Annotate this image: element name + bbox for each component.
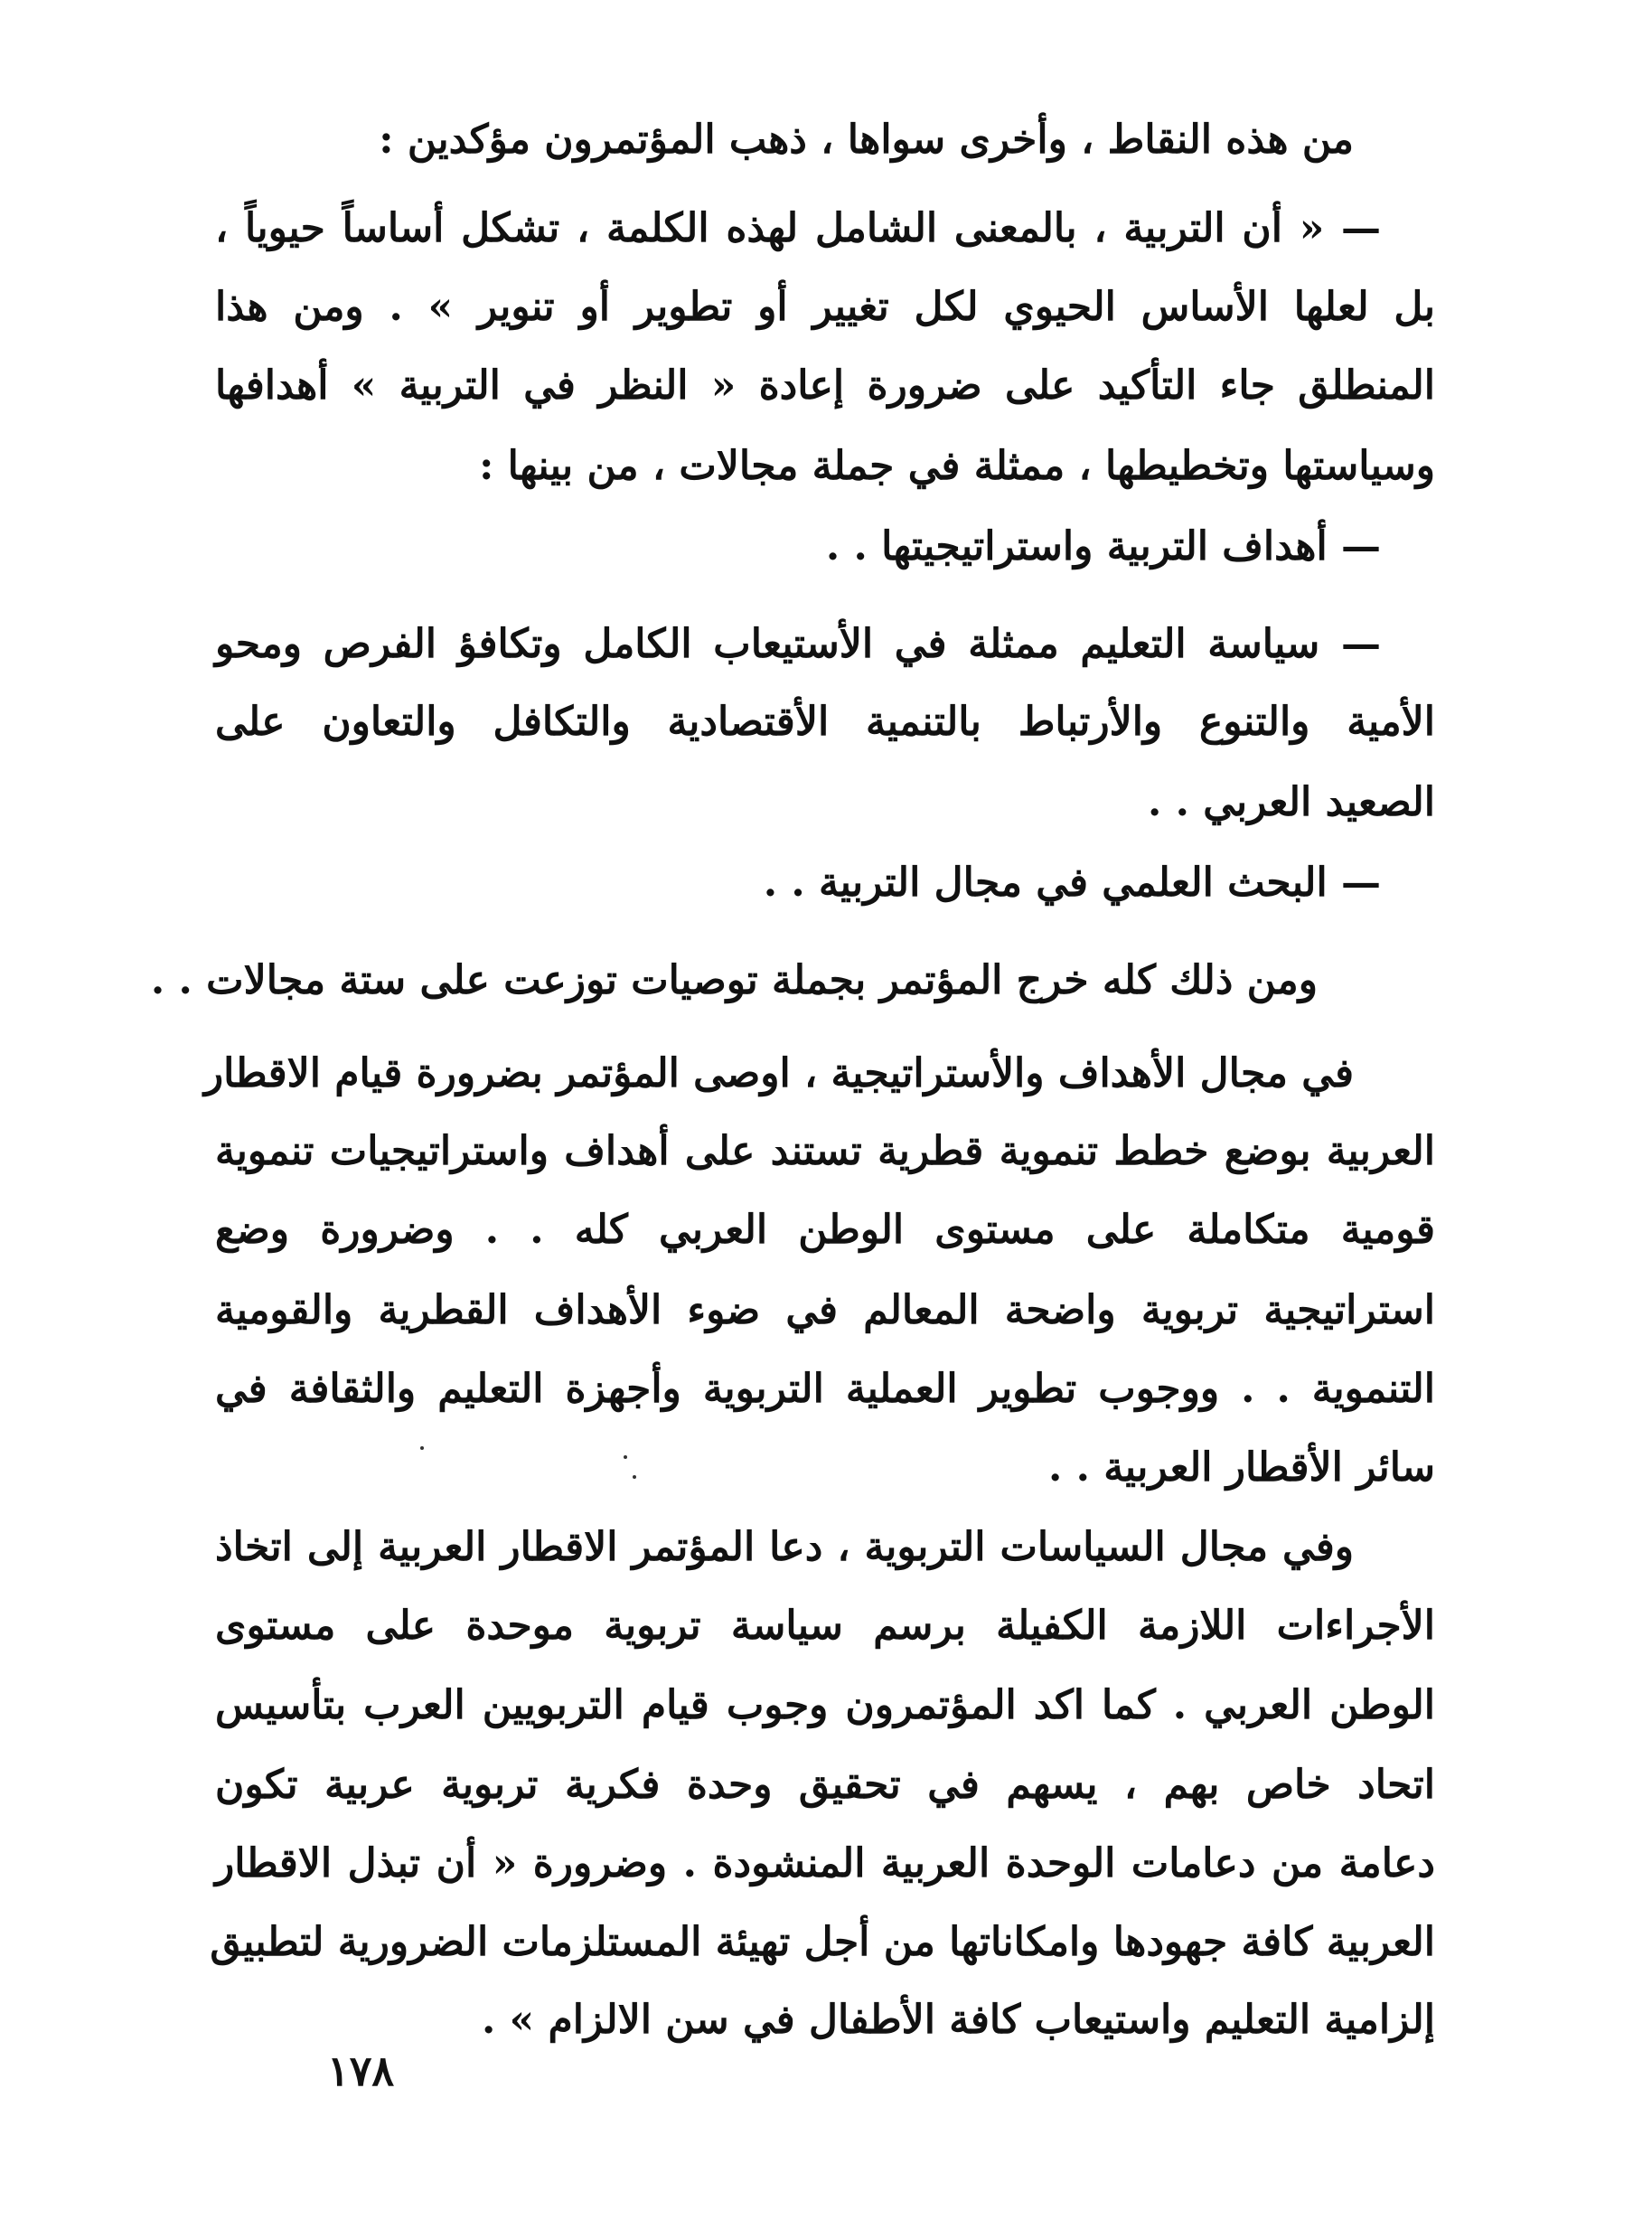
text-line: ومن ذلك كله خرج المؤتمر بجملة توصيات توزعت على ستة مجالات . . — [150, 957, 1318, 1003]
text-line: وفي مجال السياسات التربوية ، دعا المؤتمر الاقطار العربية إلى اتخاذ — [215, 1524, 1354, 1570]
text-line: التنموية . . ووجوب تطوير العملية التربوية وأجهزة التعليم والثقافة في — [215, 1366, 1435, 1412]
text-line: سائر الأقطار العربية . . — [1047, 1444, 1435, 1491]
text-line: العربية بوضع خطط تنموية قطرية تستند على أهداف واستراتيجيات تنموية — [215, 1128, 1435, 1174]
text-line: بل لعلها الأساس الحيوي لكل تغيير أو تطوير أو تنوير » . ومن هذا — [215, 284, 1435, 330]
text-line: الأجراءات اللازمة الكفيلة برسم سياسة تربوية موحدة على مستوى — [215, 1603, 1435, 1649]
text-line: استراتيجية تربوية واضحة المعالم في ضوء الأهداف القطرية والقومية — [215, 1287, 1435, 1333]
text-line: اتحاد خاص بهم ، يسهم في تحقيق وحدة فكرية تربوية عربية تكون — [215, 1762, 1435, 1808]
text-line: الوطن العربي . كما اكد المؤتمرون وجوب قيام التربويين العرب بتأسيس — [215, 1682, 1435, 1728]
text-line: — سياسة التعليم ممثلة في الأستيعاب الكامل وتكافؤ الفرص ومحو — [215, 621, 1381, 667]
text-line: الأمية والتنوع والأرتباط بالتنمية الأقتصادية والتكافل والتعاون على — [215, 699, 1435, 745]
text-line: دعامة من دعامات الوحدة العربية المنشودة . وضرورة « أن تبذل الاقطار — [215, 1840, 1435, 1886]
text-line: وسياستها وتخطيطها ، ممثلة في جملة مجالات ، من بينها : — [479, 443, 1435, 489]
scan-speck — [624, 1455, 627, 1459]
text-line: المنطلق جاء التأكيد على ضرورة إعادة « النظر في التربية » أهدافها — [215, 362, 1435, 409]
text-line: إلزامية التعليم واستيعاب كافة الأطفال في سن الالزام » . — [482, 1997, 1435, 2043]
text-line: من هذه النقاط ، وأخرى سواها ، ذهب المؤتمرون مؤكدين : — [379, 117, 1354, 163]
text-line: الصعيد العربي . . — [1147, 779, 1435, 825]
text-line: في مجال الأهداف والأستراتيجية ، اوصى المؤتمر بضرورة قيام الاقطار — [203, 1050, 1354, 1096]
page-number: ١٧٨ — [327, 2046, 395, 2095]
text-line: قومية متكاملة على مستوى الوطن العربي كله . . وضرورة وضع — [215, 1207, 1435, 1253]
text-line: — « أن التربية ، بالمعنى الشامل لهذه الكلمة ، تشكل أساساً حيوياً ، — [215, 205, 1381, 251]
scan-speck — [420, 1446, 424, 1450]
text-line: العربية كافة جهودها وامكاناتها من أجل تهيئة المستلزمات الضرورية لتطبيق — [210, 1919, 1435, 1965]
text-line: — أهداف التربية واستراتيجيتها . . — [825, 523, 1381, 569]
text-line: — البحث العلمي في مجال التربية . . — [763, 860, 1381, 906]
scan-speck — [633, 1475, 636, 1479]
